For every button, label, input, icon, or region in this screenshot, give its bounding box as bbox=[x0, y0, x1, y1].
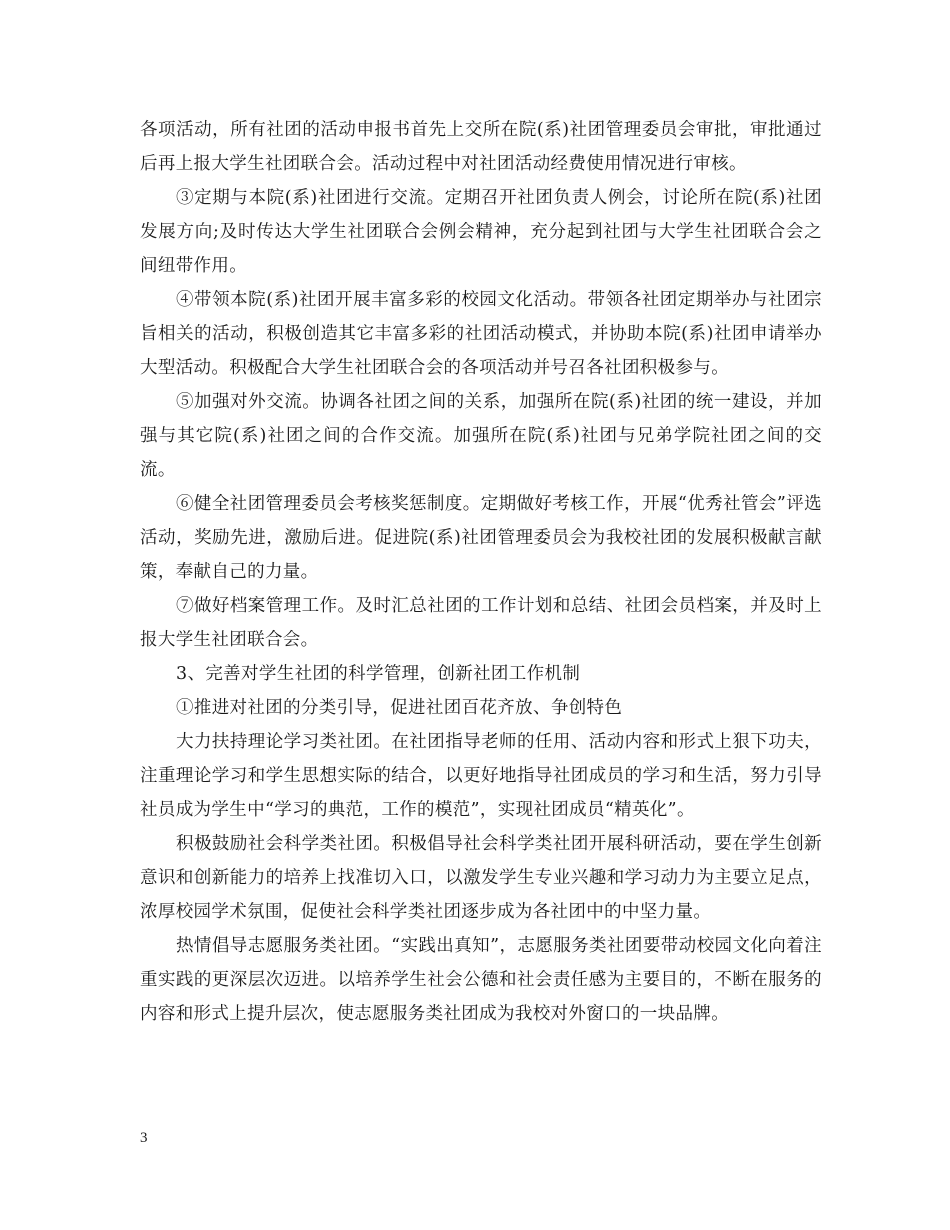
subsection-heading-1: ①推进对社团的分类引导，促进社团百花齐放、争创特色 bbox=[176, 698, 623, 718]
document-body bbox=[140, 113, 822, 1031]
paragraph-activity-review: 各项活动，所有社团的活动申报书首先上交所在院(系)社团管理委员会审批，审批通过后再上报大学生社团联合会。活动过程中对社团活动经费使用情况进行审核。 bbox=[140, 120, 822, 174]
paragraph-social-science-clubs: 积极鼓励社会科学类社团。积极倡导社会科学类社团开展科研活动，要在学生创新意识和创新能力的培养上找准切入口，以激发学生专业兴趣和学习动力为主要立足点，浓厚校园学术氛围，促使社会科学类社团逐步成为各社团中的中坚力量。 bbox=[140, 834, 822, 922]
paragraph-item-5-external-exchange: ⑤加强对外交流。协调各社团之间的关系，加强所在院(系)社团的统一建设，并加强与其它院(系)社团之间的合作交流。加强所在院(系)社团与兄弟学院社团之间的交流。 bbox=[140, 392, 822, 480]
section-heading-3: 3、完善对学生社团的科学管理，创新社团工作机制 bbox=[176, 664, 581, 684]
paragraph-item-3-exchange: ③定期与本院(系)社团进行交流。定期召开社团负责人例会，讨论所在院(系)社团发展方向;及时传达大学生社团联合会例会精神，充分起到社团与大学生社团联合会之间纽带作用。 bbox=[140, 188, 822, 276]
paragraph-item-7-archives: ⑦做好档案管理工作。及时汇总社团的工作计划和总结、社团会员档案，并及时上报大学生社团联合会。 bbox=[140, 596, 822, 650]
page-number: 3 bbox=[140, 1130, 148, 1146]
paragraph-theory-clubs: 大力扶持理论学习类社团。在社团指导老师的任用、活动内容和形式上狠下功夫，注重理论学习和学生思想实际的结合，以更好地指导社团成员的学习和生活，努力引导社员成为学生中“学习的典范，工作的模范”，实现社团成员“精英化”。 bbox=[140, 732, 822, 820]
paragraph-item-4-activities: ④带领本院(系)社团开展丰富多彩的校园文化活动。带领各社团定期举办与社团宗旨相关的活动，积极创造其它丰富多彩的社团活动模式，并协助本院(系)社团申请举办大型活动。积极配合大学生社团联合会的各项活动并号召各社团积极参与。 bbox=[140, 290, 822, 378]
paragraph-volunteer-clubs: 热情倡导志愿服务类社团。“实践出真知”，志愿服务类社团要带动校园文化向着注重实践的更深层次迈进。以培养学生社会公德和社会责任感为主要目的，不断在服务的内容和形式上提升层次，使志愿服务类社团成为我校对外窗口的一块品牌。 bbox=[140, 936, 822, 1024]
paragraph-item-6-evaluation: ⑥健全社团管理委员会考核奖惩制度。定期做好考核工作，开展“优秀社管会”评选活动，奖励先进，激励后进。促进院(系)社团管理委员会为我校社团的发展积极献言献策，奉献自己的力量。 bbox=[140, 494, 822, 582]
